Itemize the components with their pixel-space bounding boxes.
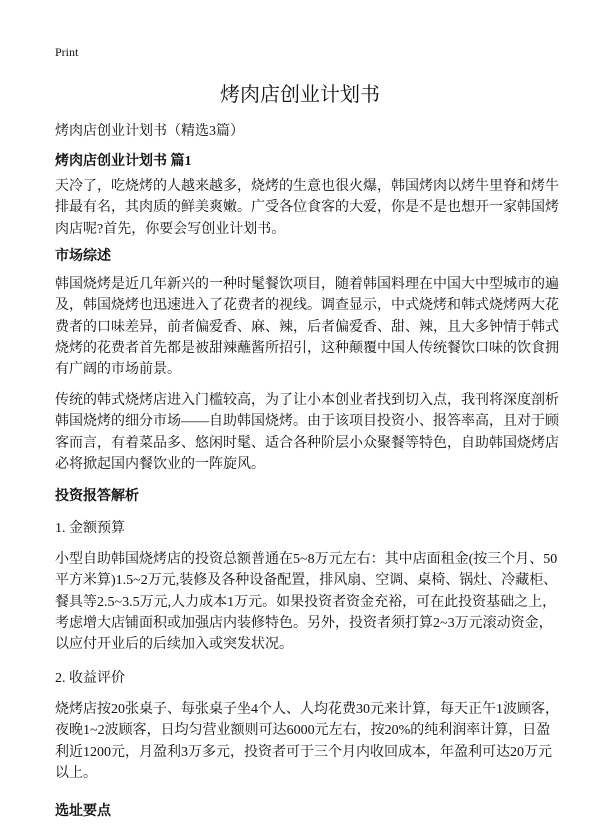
invest-heading: 投资报答解析 bbox=[55, 489, 139, 504]
text-line: 必将掀起国内餐饮业的一阵旋风。 bbox=[55, 456, 265, 472]
subtitle: 烤肉店创业计划书（精选3篇） bbox=[55, 124, 244, 139]
intro-paragraph bbox=[55, 176, 559, 240]
text-line: 烧烤的花费者首先都是被甜辣蘸酱所招引，这种颠覆中国人传统餐饮口味的饮食拥 bbox=[55, 340, 559, 356]
budget-heading: 1. 金额预算 bbox=[55, 521, 125, 536]
market-paragraph-1 bbox=[55, 274, 559, 380]
text-line: 有广阔的市场前景。 bbox=[55, 362, 181, 378]
print-link[interactable]: Print bbox=[55, 45, 79, 59]
text-line: 韩国烧烤的细分市场——自助韩国烧烤。由于该项目投资小、报答率高，且对于顾 bbox=[55, 414, 559, 430]
text-line: 平方米算)1.5~2万元,装修及各种设备配置，排风扇、空调、桌椅、锅灶、冷藏柜、 bbox=[55, 573, 558, 589]
text-line: 夜晚1~2波顾客，日均匀营业额则可达6000元左右，按20%的纯利润率计算，日盈 bbox=[55, 723, 551, 739]
revenue-heading: 2. 收益评价 bbox=[55, 671, 125, 686]
text-line: 韩国烧烤是近几年新兴的一种时髦餐饮项目，随着韩国料理在中国大中型城市的遍 bbox=[55, 277, 559, 292]
market-paragraph-2 bbox=[55, 390, 559, 475]
text-line: 考虑增大店铺面积或加强店内装修特色。另外，投资者须打算2~3万元滚动资金， bbox=[55, 615, 553, 631]
text-line: 及，韩国烧烤也迅速进入了花费者的视线。调查显示，中式烧烤和韩式烧烤两大花 bbox=[55, 298, 559, 314]
revenue-paragraph bbox=[55, 699, 559, 784]
text-line: 肉店呢?首先，你要会写创业计划书。 bbox=[55, 221, 286, 237]
page-title: 烤肉店创业计划书 bbox=[220, 82, 380, 106]
market-heading: 市场综述 bbox=[55, 249, 111, 264]
location-heading: 选址要点 bbox=[55, 804, 111, 819]
text-line: 利近1200元，月盈利3万多元，投资者可于三个月内收回成本，年盈利可达20万元 bbox=[55, 744, 552, 760]
text-line: 费者的口味差异，前者偏爱香、麻、辣，后者偏爱香、甜、辣，且大多钟情于韩式 bbox=[55, 319, 559, 335]
text-line: 烧烤店按20张桌子、每张桌子坐4个人、人均花费30元来计算，每天正午1波顾客， bbox=[55, 702, 559, 717]
text-line: 排最有名，其肉质的鲜美爽嫩。广受各位食客的大爱，你是不是也想开一家韩国烤 bbox=[55, 200, 559, 216]
budget-paragraph bbox=[55, 549, 558, 655]
text-line: 以上。 bbox=[55, 765, 97, 781]
section-heading: 烤肉店创业计划书 篇1 bbox=[55, 154, 192, 169]
text-line: 小型自助韩国烧烤店的投资总额普通在5~8万元左右：其中店面租金(按三个月、50 bbox=[55, 552, 558, 567]
text-line: 天冷了，吃烧烤的人越来越多，烧烤的生意也很火爆，韩国烤肉以烤牛里脊和烤牛 bbox=[55, 179, 559, 194]
text-line: 传统的韩式烧烤店进入门槛较高，为了让小本创业者找到切入点，我刊将深度剖析 bbox=[55, 393, 559, 408]
text-line: 餐具等2.5~3.5万元,人力成本1万元。如果投资者资金充裕，可在此投资基础之上， bbox=[55, 594, 557, 610]
text-line: 客而言，有着菜品多、悠闲时髦、适合各种阶层小众聚餐等特色，自助韩国烧烤店 bbox=[55, 435, 559, 451]
text-line: 以应付开业后的后续加入或突发状况。 bbox=[55, 637, 293, 653]
